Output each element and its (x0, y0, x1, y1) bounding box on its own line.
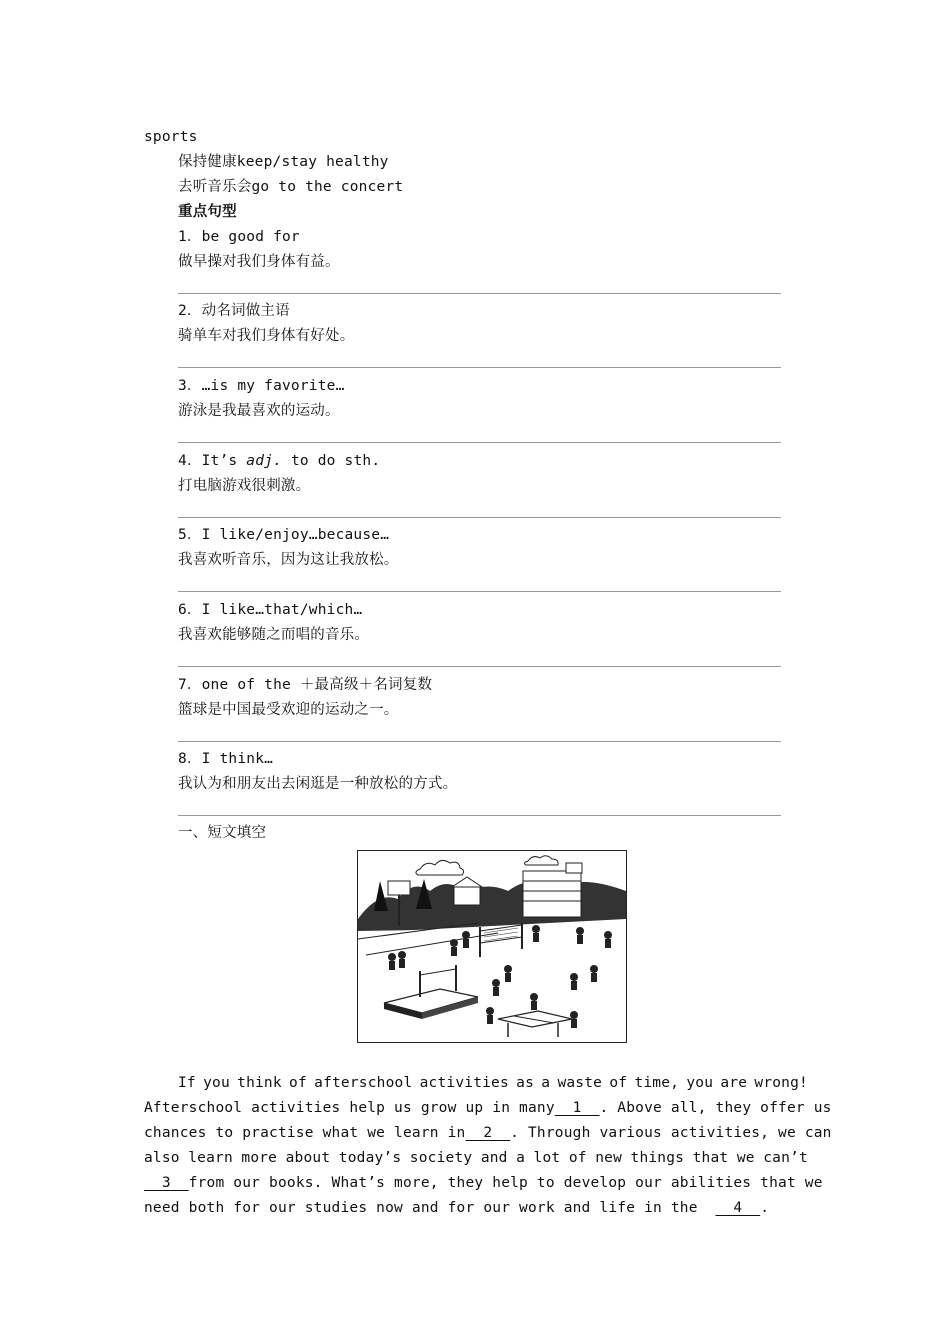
passage-row-1: If you think of afterschool activities as a waste of time, you are wrong! (178, 1075, 808, 1091)
pattern-2: 2．动名词做主语 (178, 303, 290, 319)
vocab-sports: sports (144, 129, 198, 145)
prompt-4: 打电脑游戏很刺激。 (178, 478, 311, 494)
vocab-keep-healthy: 保持健康keep/stay healthy (178, 154, 389, 170)
answer-line-5[interactable] (178, 591, 781, 592)
pattern-8: 8．I think… (178, 751, 274, 767)
passage-row-5: __3__ from our books. What’s more, they help to develop our abilities that we (144, 1171, 808, 1196)
vocab-concert: 去听音乐会go to the concert (178, 179, 404, 195)
passage-row-3: chances to practise what we learn in __2__. Through various activities, we can (144, 1121, 808, 1146)
prompt-8: 我认为和朋友出去闲逛是一种放松的方式。 (178, 776, 458, 792)
pattern-7: 7．one of the ＋最高级＋名词复数 (178, 677, 433, 693)
answer-line-6[interactable] (178, 666, 781, 667)
prompt-5: 我喜欢听音乐，因为这让我放松。 (178, 552, 399, 568)
prompt-2: 骑单车对我们身体有好处。 (178, 328, 355, 344)
prompt-6: 我喜欢能够随之而唱的音乐。 (178, 627, 370, 643)
answer-line-7[interactable] (178, 741, 781, 742)
blank-4[interactable]: __4__ (715, 1200, 761, 1216)
passage (144, 1071, 832, 1221)
prompt-3: 游泳是我最喜欢的运动。 (178, 403, 340, 419)
prompt-7: 篮球是中国最受欢迎的运动之一。 (178, 702, 399, 718)
blank-1[interactable]: __1__ (554, 1100, 600, 1116)
prompt-1: 做早操对我们身体有益。 (178, 254, 340, 270)
pattern-5: 5．I like/enjoy…because… (178, 527, 390, 543)
passage-row-2: Afterschool activities help us grow up in many __1__. Above all, they offer us (144, 1096, 808, 1121)
pattern-1: 1．be good for (178, 229, 300, 245)
answer-line-2[interactable] (178, 367, 781, 368)
passage-row-6: need both for our studies now and for our work and life in the __4__ . (144, 1196, 808, 1221)
pattern-6: 6．I like…that/which… (178, 602, 363, 618)
exercise-title: 一、短文填空 (178, 825, 267, 841)
answer-line-1[interactable] (178, 293, 781, 294)
answer-line-4[interactable] (178, 517, 781, 518)
schoolyard-illustration (357, 850, 627, 1043)
answer-line-3[interactable] (178, 442, 781, 443)
section-title: 重点句型 (178, 204, 237, 220)
blank-2[interactable]: __2__ (465, 1125, 511, 1141)
pattern-4: 4．It’s adj. to do sth. (178, 453, 381, 469)
blank-3[interactable]: __3__ (144, 1175, 189, 1191)
pattern-3: 3．…is my favorite… (178, 378, 345, 394)
passage-row-4: also learn more about today’s society and a lot of new things that we can’t (144, 1150, 808, 1166)
answer-line-8[interactable] (178, 815, 781, 816)
